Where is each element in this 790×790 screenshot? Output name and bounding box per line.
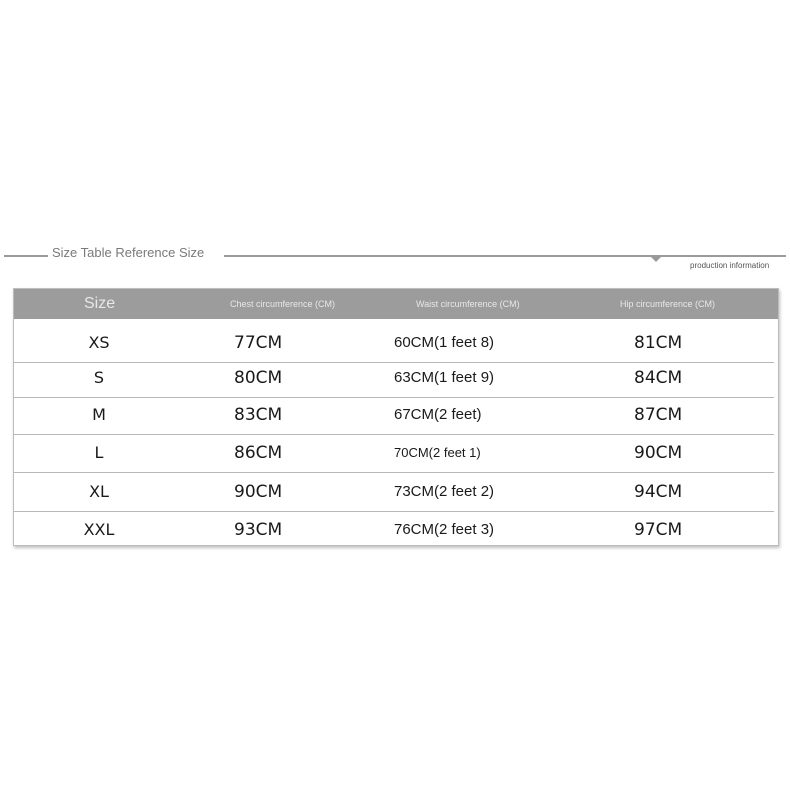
chest-cell: 83CM: [234, 405, 283, 425]
table-row: [14, 324, 774, 363]
hip-cell: 87CM: [634, 405, 683, 425]
header-notch-icon: [650, 256, 662, 262]
chest-cell: 93CM: [234, 520, 283, 540]
size-cell: S: [93, 368, 105, 387]
waist-cell: 76CM(2 feet 3): [394, 521, 495, 538]
hip-cell: 81CM: [634, 333, 683, 353]
hip-cell: 90CM: [634, 443, 683, 463]
table-row: [14, 473, 774, 512]
chest-cell: 90CM: [234, 482, 283, 502]
waist-cell: 67CM(2 feet): [394, 406, 482, 423]
hip-cell: 94CM: [634, 482, 683, 502]
hip-cell: 97CM: [634, 520, 683, 540]
section-title: Size Table Reference Size: [52, 245, 205, 260]
size-cell: XL: [89, 482, 109, 501]
waist-cell: 60CM(1 feet 8): [394, 334, 495, 351]
column-header-waist: Waist circumference (CM): [416, 299, 520, 309]
waist-cell: 63CM(1 feet 9): [394, 369, 495, 386]
table-row: [14, 434, 774, 473]
size-cell: L: [94, 443, 104, 462]
header-rule-right: [224, 255, 786, 257]
chest-cell: 86CM: [234, 443, 283, 463]
table-row: [14, 359, 774, 398]
table-row: [14, 511, 774, 550]
table-header: [14, 289, 778, 319]
column-header-hip: Hip circumference (CM): [620, 299, 716, 309]
size-cell: XS: [88, 333, 110, 352]
header-rule-left: [4, 255, 48, 257]
size-cell: XXL: [83, 520, 115, 539]
column-header-size: Size: [84, 295, 116, 312]
waist-cell: 73CM(2 feet 2): [394, 483, 495, 500]
section-subtitle: production information: [690, 261, 770, 270]
size-table: [13, 288, 779, 546]
size-cell: M: [92, 405, 106, 424]
chest-cell: 80CM: [234, 368, 283, 388]
waist-cell: 70CM(2 feet 1): [394, 445, 481, 460]
chest-cell: 77CM: [234, 333, 283, 353]
hip-cell: 84CM: [634, 368, 683, 388]
table-row: [14, 396, 774, 435]
column-header-chest: Chest circumference (CM): [230, 299, 336, 309]
